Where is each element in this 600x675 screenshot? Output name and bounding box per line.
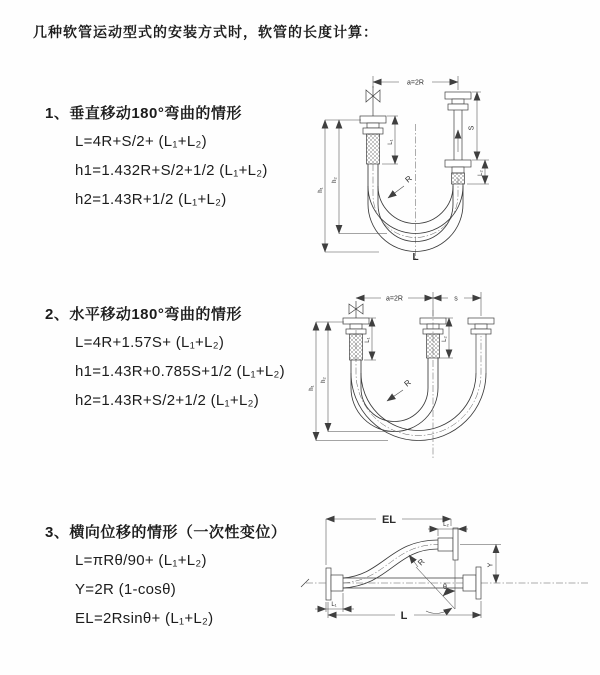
formula-h1: h1=1.43R+0.785S+1/2 (L₁+L₂)	[75, 363, 285, 380]
section-2	[45, 299, 315, 415]
dim-label-stroke: s	[454, 295, 458, 303]
dim-span	[373, 80, 458, 87]
dim-label-length: L	[412, 252, 419, 263]
dim-stroke	[433, 296, 481, 303]
section-1	[45, 98, 315, 214]
valve-icon	[349, 301, 363, 318]
radius-callout	[387, 378, 413, 401]
dim-fit-right	[428, 522, 468, 536]
dim-length	[328, 601, 481, 622]
section-3-heading: 3、横向位移的情形（一次性变位）	[45, 524, 287, 541]
formula-l: L=4R+S/2+ (L₁+L₂)	[75, 133, 207, 150]
dim-label-span: a=2R	[407, 79, 424, 87]
dim-label-radius: R	[402, 377, 413, 389]
radius-callout	[388, 174, 414, 198]
page-title: 几种软管运动型式的安装方式时，软管的长度计算：	[33, 24, 378, 40]
angle-arc	[443, 591, 455, 596]
braid-left	[367, 134, 380, 164]
dim-label-fit-right: L₂	[443, 522, 449, 528]
section-3	[45, 517, 315, 633]
section-2-heading: 2、水平移动180°弯曲的情形	[45, 306, 242, 323]
dim-stroke	[469, 92, 490, 160]
hose-curves	[351, 310, 486, 458]
formula-l: L=πRθ/90+ (L₁+L₂)	[75, 552, 207, 569]
flange-right-displaced	[438, 528, 458, 560]
dim-span	[356, 296, 433, 303]
flange-left	[326, 568, 343, 600]
dim-label-h1: h₁	[318, 187, 324, 193]
dim-label-fit-left: L₁	[365, 337, 371, 343]
dim-label-fit-left: L₁	[331, 602, 337, 608]
valve-icon	[366, 86, 380, 116]
formula-l: L=4R+1.57S+ (L₁+L₂)	[75, 334, 225, 351]
dim-label-stroke: S	[468, 125, 476, 131]
dim-label-fit-left: L₁	[388, 139, 394, 145]
dim-label-radius: R	[416, 556, 427, 568]
flange-right-original	[463, 567, 481, 599]
dim-label-h2: h₂	[332, 177, 338, 183]
formula-y: Y=2R (1-cosθ)	[75, 581, 177, 598]
dim-label-radius: R	[403, 173, 414, 185]
section-1-heading: 1、垂直移动180°弯曲的情形	[45, 105, 242, 122]
angle-arrow	[426, 608, 452, 613]
dim-fit-left	[315, 593, 354, 612]
formula-h2: h2=1.43R+S/2+1/2 (L₁+L₂)	[75, 392, 260, 409]
flange-right-upper	[445, 92, 471, 110]
dim-label-h2: h₂	[321, 377, 327, 383]
dim-label-angle: θ	[443, 584, 447, 591]
formula-h1: h1=1.432R+S/2+1/2 (L₁+L₂)	[75, 162, 268, 179]
flange-right	[468, 318, 494, 334]
angle-theta	[416, 560, 455, 613]
dim-label-el: EL	[381, 514, 397, 526]
dim-label-fit-right: L₂	[478, 170, 484, 176]
flange-left	[360, 116, 386, 134]
diagram-vertical-180	[315, 72, 585, 262]
dim-label-fit-right: L₂	[442, 336, 448, 342]
flange-right-lower	[445, 160, 471, 173]
diagram-horizontal-180	[308, 288, 588, 466]
dim-label-length: L	[400, 610, 408, 622]
radius-callout	[409, 555, 427, 567]
diagram-lateral-displacement	[298, 505, 598, 645]
dim-label-h1: h₁	[309, 385, 315, 391]
formula-h2: h2=1.43R+1/2 (L₁+L₂)	[75, 191, 227, 208]
formula-el: EL=2Rsinθ+ (L₁+L₂)	[75, 610, 214, 627]
dim-label-span: a=2R	[386, 295, 403, 303]
dim-label-offset: Y	[487, 562, 495, 568]
